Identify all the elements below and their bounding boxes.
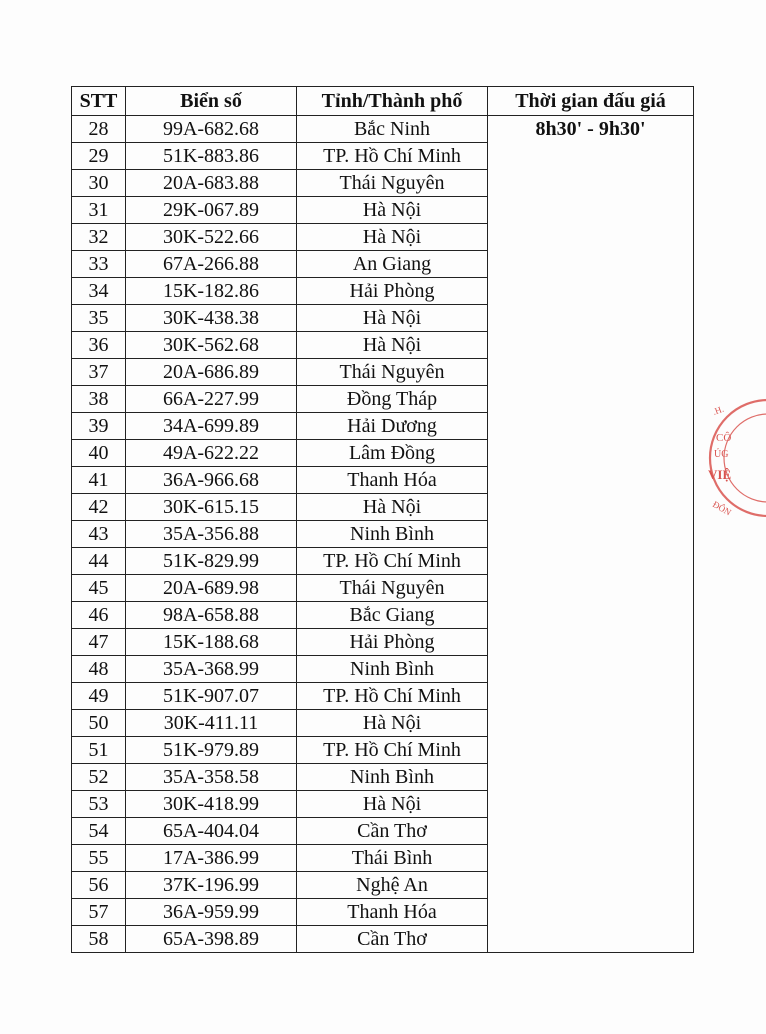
cell-plate: 15K-182.86 [126, 278, 297, 305]
cell-province: TP. Hồ Chí Minh [297, 683, 488, 710]
cell-stt: 54 [72, 818, 126, 845]
header-stt: STT [72, 87, 126, 116]
cell-province: Hà Nội [297, 332, 488, 359]
cell-stt: 58 [72, 926, 126, 953]
cell-province: Hà Nội [297, 224, 488, 251]
cell-stt: 44 [72, 548, 126, 575]
cell-province: An Giang [297, 251, 488, 278]
cell-province: Nghệ An [297, 872, 488, 899]
cell-plate: 30K-615.15 [126, 494, 297, 521]
cell-plate: 65A-398.89 [126, 926, 297, 953]
cell-stt: 37 [72, 359, 126, 386]
cell-province: Ninh Bình [297, 521, 488, 548]
cell-stt: 51 [72, 737, 126, 764]
cell-province: Hà Nội [297, 305, 488, 332]
cell-stt: 29 [72, 143, 126, 170]
cell-province: Đồng Tháp [297, 386, 488, 413]
cell-stt: 49 [72, 683, 126, 710]
cell-plate: 98A-658.88 [126, 602, 297, 629]
cell-stt: 52 [72, 764, 126, 791]
svg-text:.H.: .H. [711, 403, 726, 417]
cell-province: Thái Nguyên [297, 170, 488, 197]
cell-plate: 49A-622.22 [126, 440, 297, 467]
svg-text:ỦG: ỦG [714, 449, 729, 460]
cell-province: Ninh Bình [297, 656, 488, 683]
header-plate: Biển số [126, 87, 297, 116]
cell-province: TP. Hồ Chí Minh [297, 737, 488, 764]
cell-plate: 15K-188.68 [126, 629, 297, 656]
cell-stt: 32 [72, 224, 126, 251]
cell-stt: 57 [72, 899, 126, 926]
cell-province: Thái Bình [297, 845, 488, 872]
cell-province: TP. Hồ Chí Minh [297, 143, 488, 170]
cell-plate: 30K-438.38 [126, 305, 297, 332]
table-body [72, 116, 694, 953]
cell-province: Lâm Đồng [297, 440, 488, 467]
svg-text:ĐÔN: ĐÔN [711, 499, 733, 518]
cell-stt: 46 [72, 602, 126, 629]
header-auction-time: Thời gian đấu giá [488, 87, 694, 116]
cell-plate: 35A-368.99 [126, 656, 297, 683]
cell-province: Bắc Ninh [297, 116, 488, 143]
svg-text:VIỆ: VIỆ [708, 467, 732, 482]
cell-plate: 35A-356.88 [126, 521, 297, 548]
seal-icon [706, 393, 766, 523]
cell-plate: 30K-522.66 [126, 224, 297, 251]
cell-plate: 30K-562.68 [126, 332, 297, 359]
cell-province: Thanh Hóa [297, 899, 488, 926]
cell-stt: 43 [72, 521, 126, 548]
cell-stt: 35 [72, 305, 126, 332]
cell-stt: 42 [72, 494, 126, 521]
cell-plate: 51K-883.86 [126, 143, 297, 170]
cell-province: Hải Phòng [297, 278, 488, 305]
cell-plate: 34A-699.89 [126, 413, 297, 440]
cell-plate: 30K-418.99 [126, 791, 297, 818]
cell-province: Hải Dương [297, 413, 488, 440]
cell-stt: 48 [72, 656, 126, 683]
cell-plate: 20A-686.89 [126, 359, 297, 386]
cell-plate: 20A-689.98 [126, 575, 297, 602]
cell-plate: 66A-227.99 [126, 386, 297, 413]
cell-stt: 47 [72, 629, 126, 656]
svg-text:CÔ: CÔ [716, 432, 732, 444]
cell-stt: 30 [72, 170, 126, 197]
cell-province: Hà Nội [297, 710, 488, 737]
cell-stt: 55 [72, 845, 126, 872]
cell-stt: 33 [72, 251, 126, 278]
cell-stt: 39 [72, 413, 126, 440]
cell-province: TP. Hồ Chí Minh [297, 548, 488, 575]
cell-stt: 28 [72, 116, 126, 143]
cell-auction-time: 8h30' - 9h30' [488, 116, 694, 953]
cell-plate: 51K-979.89 [126, 737, 297, 764]
cell-plate: 67A-266.88 [126, 251, 297, 278]
cell-province: Thái Nguyên [297, 359, 488, 386]
cell-stt: 34 [72, 278, 126, 305]
cell-province: Bắc Giang [297, 602, 488, 629]
cell-province: Hà Nội [297, 791, 488, 818]
table-row [72, 116, 694, 143]
cell-stt: 56 [72, 872, 126, 899]
cell-province: Thái Nguyên [297, 575, 488, 602]
cell-plate: 17A-386.99 [126, 845, 297, 872]
cell-plate: 51K-829.99 [126, 548, 297, 575]
cell-plate: 29K-067.89 [126, 197, 297, 224]
cell-plate: 99A-682.68 [126, 116, 297, 143]
cell-plate: 37K-196.99 [126, 872, 297, 899]
cell-plate: 51K-907.07 [126, 683, 297, 710]
cell-province: Cần Thơ [297, 818, 488, 845]
cell-stt: 53 [72, 791, 126, 818]
cell-stt: 31 [72, 197, 126, 224]
cell-plate: 35A-358.58 [126, 764, 297, 791]
cell-stt: 36 [72, 332, 126, 359]
cell-province: Hải Phòng [297, 629, 488, 656]
plate-auction-table [71, 86, 694, 953]
header-province: Tỉnh/Thành phố [297, 87, 488, 116]
cell-province: Ninh Bình [297, 764, 488, 791]
cell-stt: 40 [72, 440, 126, 467]
cell-plate: 20A-683.88 [126, 170, 297, 197]
cell-stt: 45 [72, 575, 126, 602]
cell-province: Cần Thơ [297, 926, 488, 953]
cell-plate: 30K-411.11 [126, 710, 297, 737]
cell-province: Thanh Hóa [297, 467, 488, 494]
cell-province: Hà Nội [297, 197, 488, 224]
cell-stt: 38 [72, 386, 126, 413]
cell-province: Hà Nội [297, 494, 488, 521]
cell-plate: 36A-959.99 [126, 899, 297, 926]
table-header-row [72, 87, 694, 116]
cell-stt: 41 [72, 467, 126, 494]
cell-stt: 50 [72, 710, 126, 737]
cell-plate: 36A-966.68 [126, 467, 297, 494]
cell-plate: 65A-404.04 [126, 818, 297, 845]
red-seal-stamp [706, 393, 766, 523]
